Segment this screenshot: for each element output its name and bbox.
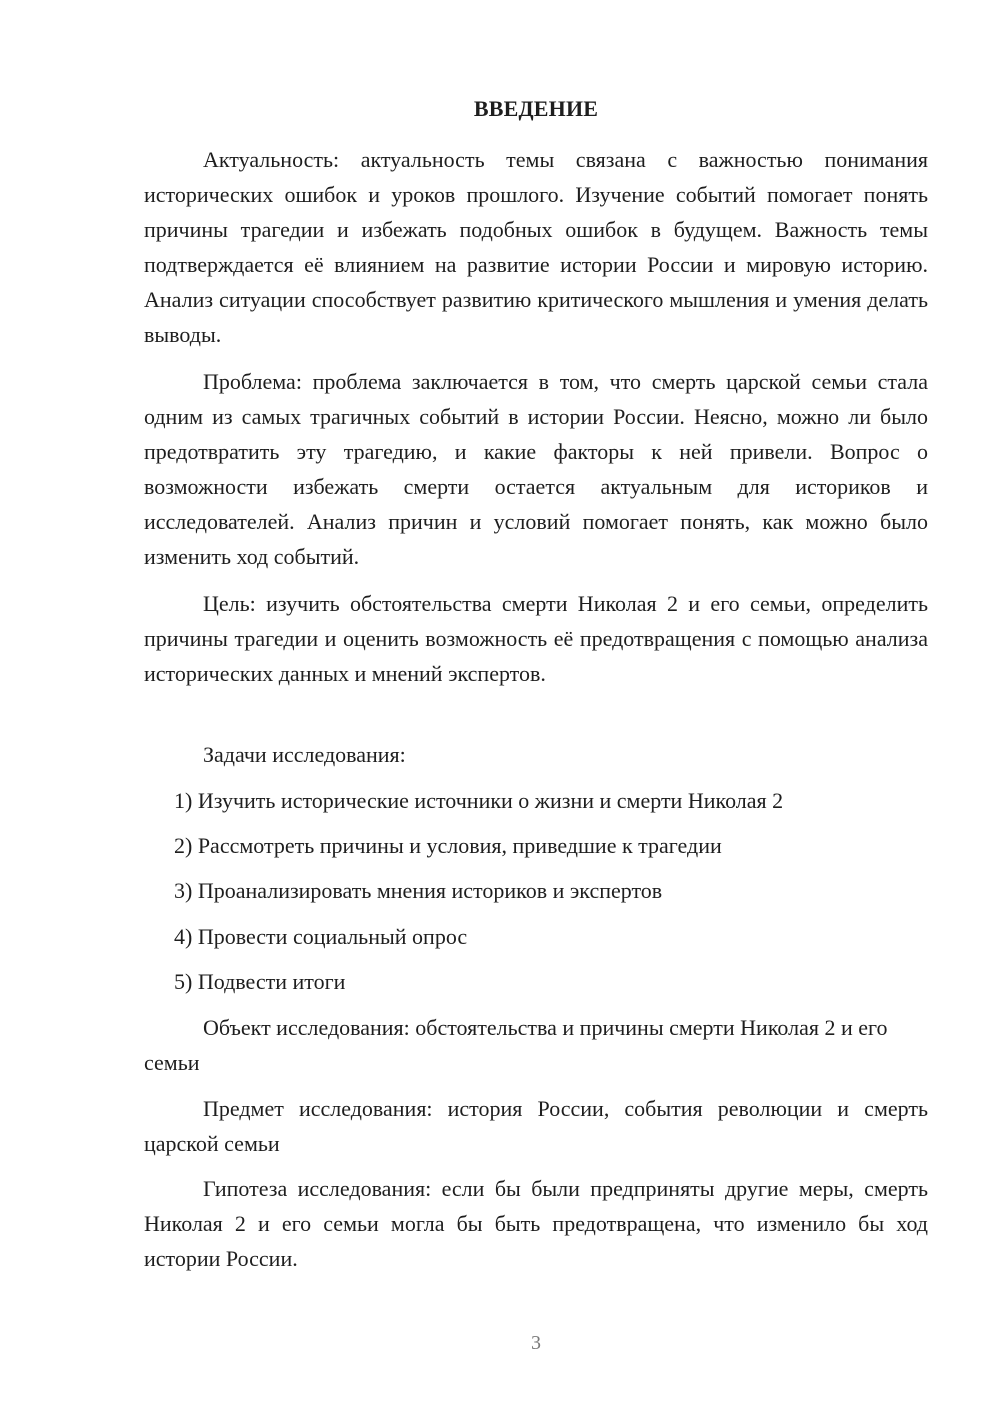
subject-paragraph: Предмет исследования: история России, события революции и смерть царской семьи [144, 1096, 928, 1156]
task-item: 3) Проанализировать мнения историков и экспертов [174, 878, 663, 903]
relevance-paragraph: Актуальность: актуальность темы связана с важностью понимания исторических ошибок и уроков прошлого. Изучение событий помогает понять причины трагедии и избежать подобных ошибок в будущем. Важность темы подтверждается её влиянием на развитие истории России и мировую историю. Анализ ситуации способствует развитию критического мышления и умения делать выводы. [144, 147, 928, 347]
task-item: 5) Подвести итоги [174, 969, 346, 994]
goal-paragraph: Цель: изучить обстоятельства смерти Николая 2 и его семьи, определить причины трагедии и оценить возможность её предотвращения с помощью анализа исторических данных и мнений экспертов. [144, 591, 928, 686]
problem-paragraph: Проблема: проблема заключается в том, что смерть царской семьи стала одним из самых трагичных событий в истории России. Неясно, можно ли было предотвратить эту трагедию, и какие факторы к ней привели. Вопрос о возможности избежать смерти остается актуальным для историков и исследователей. Анализ причин и условий помогает понять, как можно было изменить ход событий. [144, 369, 928, 569]
hypothesis-paragraph: Гипотеза исследования: если бы были предприняты другие меры, смерть Николая 2 и его семьи могла бы быть предотвращена, что изменило бы ход истории России. [144, 1176, 928, 1271]
task-item: 2) Рассмотреть причины и условия, приведшие к трагедии [174, 833, 722, 858]
task-item: 4) Провести социальный опрос [174, 924, 468, 949]
object-paragraph: Объект исследования: обстоятельства и причины смерти Николая 2 и его семьи [144, 1015, 888, 1075]
task-item: 1) Изучить исторические источники о жизни и смерти Николая 2 [174, 788, 784, 813]
section-heading: ВВЕДЕНИЕ [473, 96, 599, 121]
tasks-label: Задачи исследования: [203, 742, 406, 767]
page-number: 3 [531, 1332, 541, 1354]
